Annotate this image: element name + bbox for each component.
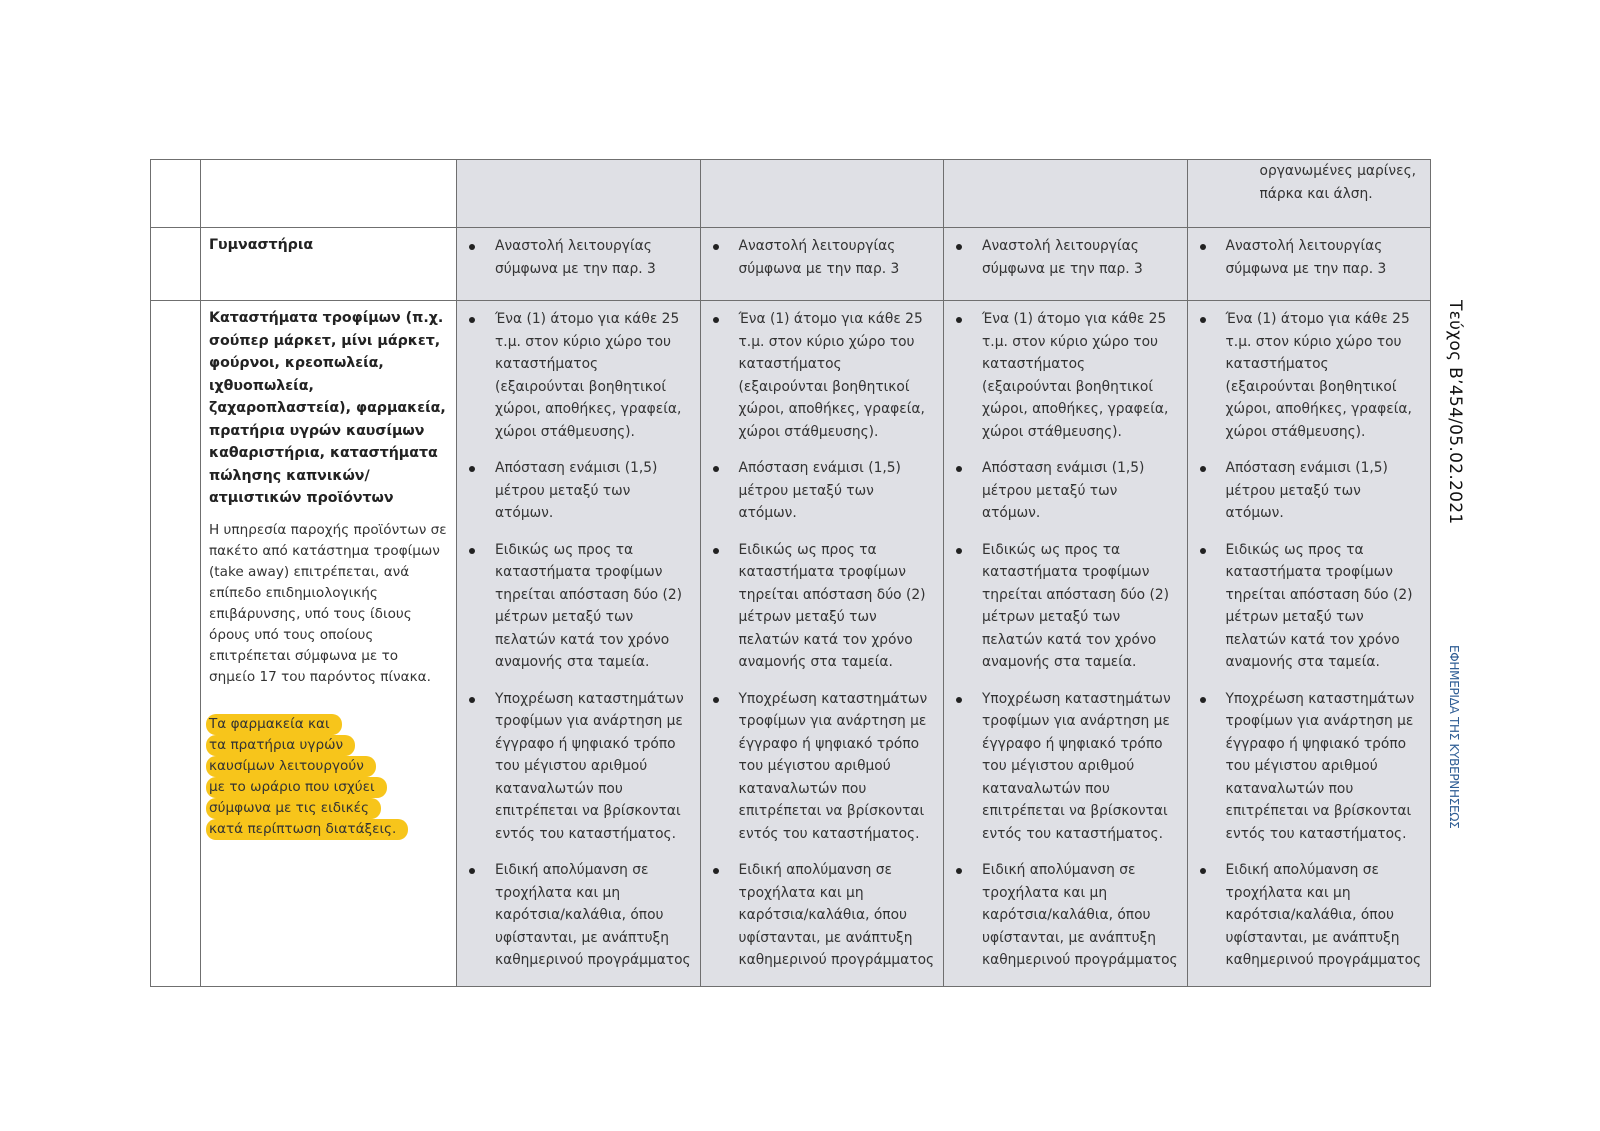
bullet-item: Απόσταση ενάμισι (1,5) μέτρου μεταξύ των ατόμων.	[952, 457, 1179, 525]
bullet-icon	[1200, 244, 1206, 250]
level-cell-1	[457, 160, 701, 228]
bullet-icon	[713, 317, 719, 323]
bullet-icon	[1200, 317, 1206, 323]
bullet-item: Ένα (1) άτομο για κάθε 25 τ.μ. στον κύριο χώρο του καταστήματος (εξαιρούνται βοηθητικοί χώροι, αποθήκες, γραφεία, χώροι στάθμευσης).	[952, 308, 1179, 443]
bullet-item: Αναστολή λειτουργίας σύμφωνα με την παρ. 3	[465, 235, 692, 280]
bullet-item: Ειδική απολύμανση σε τροχήλατα και μη καρότσια/καλάθια, όπου υφίστανται, με ανάπτυξη καθημερινού προγράμματος	[952, 859, 1179, 972]
bullet-item: Υποχρέωση καταστημάτων τροφίμων για ανάρτηση με έγγραφο ή ψηφιακό τρόπο του μέγιστου αριθμού καταναλωτών που επιτρέπεται να βρίσκονται εντός του καταστήματος.	[952, 688, 1179, 846]
bullet-item: Ένα (1) άτομο για κάθε 25 τ.μ. στον κύριο χώρο του καταστήματος (εξαιρούνται βοηθητικοί χώροι, αποθήκες, γραφεία, χώροι στάθμευσης).	[709, 308, 936, 443]
measures-list	[457, 301, 700, 972]
table-row-food-stores	[151, 301, 1431, 987]
bullet-icon	[469, 868, 475, 874]
highlighted-note	[209, 714, 456, 840]
category-cell	[201, 160, 457, 228]
bullet-icon	[956, 548, 962, 554]
bullet-icon	[713, 548, 719, 554]
take-away-note: Η υπηρεσία παροχής προϊόντων σε πακέτο από κατάστημα τροφίμων (take away) επιτρέπεται, ανά επίπεδο επιδημιολογικής επιβάρυνσης, υπό τους ίδιους όρους υπό τους οποίους επιτρέπεται σύμφωνα με το σημείο 17 του παρόντος πίνακα.	[209, 521, 447, 685]
level-cell-2	[700, 228, 944, 301]
category-title: Γυμναστήρια	[209, 237, 314, 253]
bullet-icon	[469, 548, 475, 554]
highlight-line: σύμφωνα με τις ειδικές	[206, 798, 381, 819]
bullet-icon	[956, 317, 962, 323]
row-number-cell	[151, 160, 201, 228]
highlight-line: με το ωράριο που ισχύει	[206, 777, 387, 798]
bullet-icon	[469, 244, 475, 250]
bullet-icon	[713, 244, 719, 250]
bullet-icon	[1200, 548, 1206, 554]
measures-list	[1188, 301, 1431, 972]
table-row-continued	[151, 160, 1431, 228]
bullet-icon	[469, 317, 475, 323]
highlight-line: κατά περίπτωση διατάξεις.	[206, 819, 408, 840]
bullet-item: Υποχρέωση καταστημάτων τροφίμων για ανάρτηση με έγγραφο ή ψηφιακό τρόπο του μέγιστου αριθμού καταναλωτών που επιτρέπεται να βρίσκονται εντός του καταστήματος.	[709, 688, 936, 846]
level-cell-4	[1187, 228, 1431, 301]
bullet-item: Ειδικώς ως προς τα καταστήματα τροφίμων τηρείται απόσταση δύο (2) μέτρων μεταξύ των πελατών κατά τον χρόνο αναμονής στα ταμεία.	[952, 539, 1179, 674]
bullet-icon	[1200, 697, 1206, 703]
bullet-icon	[469, 697, 475, 703]
bullet-item: Αναστολή λειτουργίας σύμφωνα με την παρ. 3	[709, 235, 936, 280]
measures-list	[701, 301, 944, 972]
marinas-text: οργανωμένες μαρίνες, πάρκα και άλση.	[1259, 163, 1417, 202]
level-cell-3	[944, 301, 1188, 987]
bullet-icon	[1200, 466, 1206, 472]
row-number-cell	[151, 228, 201, 301]
bullet-item: Ειδικώς ως προς τα καταστήματα τροφίμων τηρείται απόσταση δύο (2) μέτρων μεταξύ των πελατών κατά τον χρόνο αναμονής στα ταμεία.	[709, 539, 936, 674]
bullet-icon	[1200, 868, 1206, 874]
bullet-item: Υποχρέωση καταστημάτων τροφίμων για ανάρτηση με έγγραφο ή ψηφιακό τρόπο του μέγιστου αριθμού καταναλωτών που επιτρέπεται να βρίσκονται εντός του καταστήματος.	[465, 688, 692, 846]
row-number-cell	[151, 301, 201, 987]
level-cell-4	[1187, 160, 1431, 228]
level-cell-2	[700, 301, 944, 987]
level-cell-1	[457, 301, 701, 987]
table-row-gyms	[151, 228, 1431, 301]
measures-table	[150, 159, 1431, 987]
category-cell	[201, 301, 457, 987]
bullet-icon	[956, 868, 962, 874]
category-title: Καταστήματα τροφίμων (π.χ. σούπερ μάρκετ, μίνι μάρκετ, φούρνοι, κρεοπωλεία, ιχθυοπωλεία, ζαχαροπλαστεία), φαρμακεία, πρατήρια υγρών καυσίμων καθαριστήρια, καταστήματα πώλησης καπνικών/ατμιστικών προϊόντων	[209, 310, 446, 506]
bullet-icon	[713, 868, 719, 874]
bullet-item: Ειδική απολύμανση σε τροχήλατα και μη καρότσια/καλάθια, όπου υφίστανται, με ανάπτυξη καθημερινού προγράμματος	[709, 859, 936, 972]
bullet-icon	[713, 466, 719, 472]
category-cell	[201, 228, 457, 301]
level-cell-3	[944, 160, 1188, 228]
bullet-item: Ειδικώς ως προς τα καταστήματα τροφίμων τηρείται απόσταση δύο (2) μέτρων μεταξύ των πελατών κατά τον χρόνο αναμονής στα ταμεία.	[465, 539, 692, 674]
issue-date-label: Τεύχος Β’454/05.02.2021	[1445, 300, 1465, 525]
level-cell-3	[944, 228, 1188, 301]
bullet-item: Ένα (1) άτομο για κάθε 25 τ.μ. στον κύριο χώρο του καταστήματος (εξαιρούνται βοηθητικοί χώροι, αποθήκες, γραφεία, χώροι στάθμευσης).	[465, 308, 692, 443]
measures-list	[944, 301, 1187, 972]
level-cell-1	[457, 228, 701, 301]
level-cell-4	[1187, 301, 1431, 987]
level-cell-2	[700, 160, 944, 228]
bullet-icon	[469, 466, 475, 472]
bullet-icon	[956, 466, 962, 472]
bullet-item: Ειδική απολύμανση σε τροχήλατα και μη καρότσια/καλάθια, όπου υφίστανται, με ανάπτυξη καθημερινού προγράμματος	[465, 859, 692, 972]
highlight-line: τα πρατήρια υγρών	[206, 735, 355, 756]
bullet-item: Ειδική απολύμανση σε τροχήλατα και μη καρότσια/καλάθια, όπου υφίστανται, με ανάπτυξη καθημερινού προγράμματος	[1196, 859, 1423, 972]
bullet-icon	[956, 697, 962, 703]
bullet-item: Ειδικώς ως προς τα καταστήματα τροφίμων τηρείται απόσταση δύο (2) μέτρων μεταξύ των πελατών κατά τον χρόνο αναμονής στα ταμεία.	[1196, 539, 1423, 674]
bullet-item: Αναστολή λειτουργίας σύμφωνα με την παρ. 3	[1196, 235, 1423, 280]
bullet-icon	[713, 697, 719, 703]
bullet-item: Απόσταση ενάμισι (1,5) μέτρου μεταξύ των ατόμων.	[709, 457, 936, 525]
bullet-item: Υποχρέωση καταστημάτων τροφίμων για ανάρτηση με έγγραφο ή ψηφιακό τρόπο του μέγιστου αριθμού καταναλωτών που επιτρέπεται να βρίσκονται εντός του καταστήματος.	[1196, 688, 1423, 846]
highlight-line: Τα φαρμακεία και	[206, 714, 342, 735]
bullet-item: Απόσταση ενάμισι (1,5) μέτρου μεταξύ των ατόμων.	[465, 457, 692, 525]
bullet-item: Ένα (1) άτομο για κάθε 25 τ.μ. στον κύριο χώρο του καταστήματος (εξαιρούνται βοηθητικοί χώροι, αποθήκες, γραφεία, χώροι στάθμευσης).	[1196, 308, 1423, 443]
gazette-name-label: ΕΦΗΜΕΡΙΔΑ ΤΗΣ ΚΥΒΕΡΝΗΣΕΩΣ	[1447, 645, 1461, 829]
bullet-icon	[956, 244, 962, 250]
bullet-item: Αναστολή λειτουργίας σύμφωνα με την παρ. 3	[952, 235, 1179, 280]
highlight-line: καυσίμων λειτουργούν	[206, 756, 376, 777]
bullet-item: Απόσταση ενάμισι (1,5) μέτρου μεταξύ των ατόμων.	[1196, 457, 1423, 525]
